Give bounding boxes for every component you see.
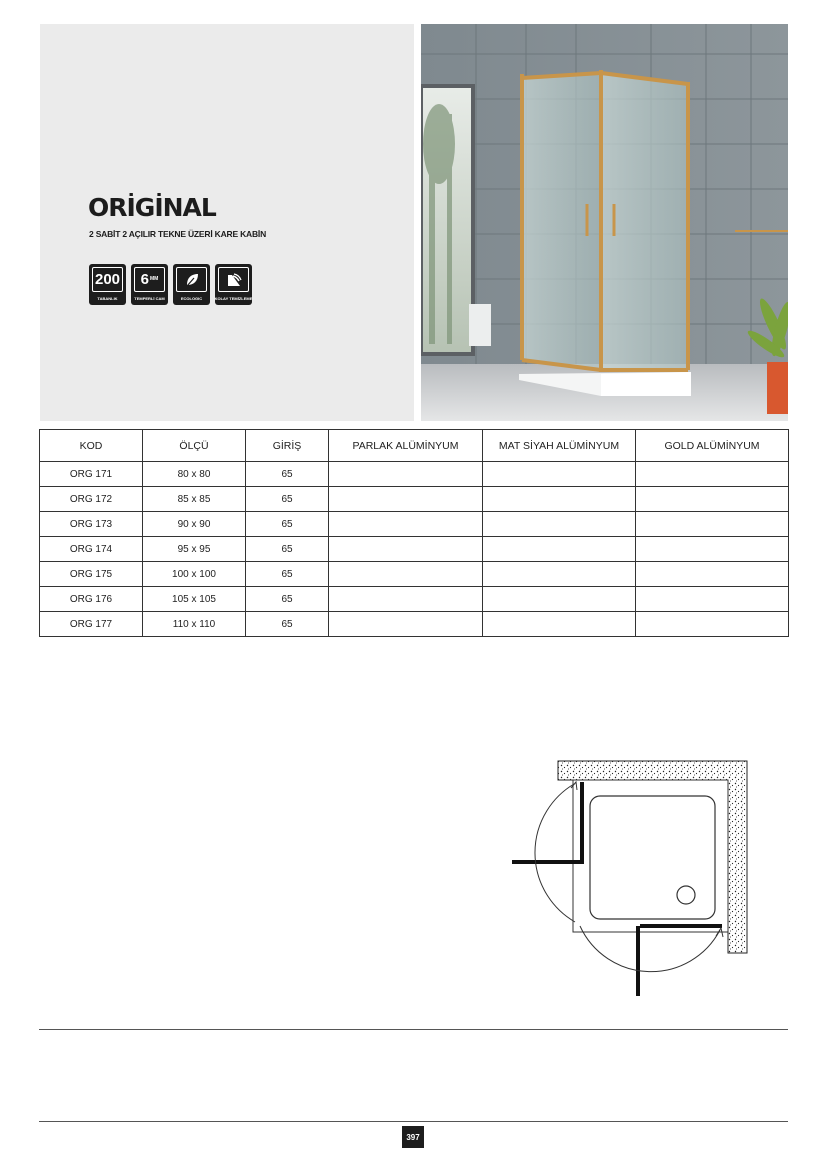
cell-mat-siyah: [483, 512, 636, 537]
cell-giris: 65: [246, 512, 329, 537]
header-mat-siyah: MAT SİYAH ALÜMİNYUM: [483, 430, 636, 462]
table-row: [40, 612, 789, 637]
cell-gold: [636, 612, 789, 637]
header-gold: GOLD ALÜMİNYUM: [636, 430, 789, 462]
badge-glass: 6 MM TEMPERLİ CAM: [131, 264, 168, 305]
cell-kod: ORG 176: [40, 587, 143, 612]
cell-olcu: 110 x 110: [143, 612, 246, 637]
header-parlak: PARLAK ALÜMİNYUM: [329, 430, 483, 462]
cell-olcu: 100 x 100: [143, 562, 246, 587]
cell-parlak: [329, 562, 483, 587]
cell-gold: [636, 537, 789, 562]
cell-giris: 65: [246, 612, 329, 637]
cell-mat-siyah: [483, 562, 636, 587]
table-row: [40, 487, 789, 512]
feature-badges: [89, 264, 252, 305]
separator-line: [39, 1029, 788, 1030]
cell-gold: [636, 587, 789, 612]
product-subtitle: 2 SABİT 2 AÇILIR TEKNE ÜZERİ KARE KABİN: [89, 229, 267, 239]
cell-mat-siyah: [483, 612, 636, 637]
cell-giris: 65: [246, 587, 329, 612]
badge-tray: 200 TABANLIK: [89, 264, 126, 305]
cell-parlak: [329, 487, 483, 512]
cell-kod: ORG 172: [40, 487, 143, 512]
200-number-icon: 200: [92, 267, 123, 292]
hygiene-icon: [218, 267, 249, 292]
header-olcu: ÖLÇÜ: [143, 430, 246, 462]
cell-kod: ORG 174: [40, 537, 143, 562]
badge-hygiene: KOLAY TEMİZLEME: [215, 264, 252, 305]
top-view-diagram: [500, 758, 755, 998]
cell-gold: [636, 462, 789, 487]
cell-giris: 65: [246, 562, 329, 587]
cell-giris: 65: [246, 537, 329, 562]
cell-olcu: 80 x 80: [143, 462, 246, 487]
cell-gold: [636, 487, 789, 512]
cell-mat-siyah: [483, 487, 636, 512]
cell-parlak: [329, 587, 483, 612]
table-row: [40, 512, 789, 537]
cell-gold: [636, 562, 789, 587]
cell-parlak: [329, 512, 483, 537]
cell-olcu: 85 x 85: [143, 487, 246, 512]
cell-olcu: 90 x 90: [143, 512, 246, 537]
cell-kod: ORG 171: [40, 462, 143, 487]
cell-kod: ORG 177: [40, 612, 143, 637]
table-header-row: [40, 430, 789, 462]
cell-mat-siyah: [483, 587, 636, 612]
cell-parlak: [329, 612, 483, 637]
badge-eco: ECOLOGIC: [173, 264, 210, 305]
table-row: [40, 537, 789, 562]
page-number: 397: [402, 1126, 424, 1148]
product-name: ORİGİNAL: [88, 193, 216, 222]
eco-leaf-icon: [176, 267, 207, 292]
cell-parlak: [329, 462, 483, 487]
cell-olcu: 105 x 105: [143, 587, 246, 612]
cell-kod: ORG 173: [40, 512, 143, 537]
table-row: [40, 462, 789, 487]
cell-kod: ORG 175: [40, 562, 143, 587]
table-row: [40, 587, 789, 612]
product-photo: [421, 24, 788, 421]
spec-table: [39, 429, 789, 637]
hero-title-panel: [40, 24, 414, 421]
header-giris: GİRİŞ: [246, 430, 329, 462]
cell-giris: 65: [246, 487, 329, 512]
cell-mat-siyah: [483, 537, 636, 562]
cell-parlak: [329, 537, 483, 562]
footer-line: [39, 1121, 788, 1122]
cell-giris: 65: [246, 462, 329, 487]
cell-olcu: 95 x 95: [143, 537, 246, 562]
header-kod: KOD: [40, 430, 143, 462]
table-row: [40, 562, 789, 587]
6mm-glass-icon: 6 MM: [134, 267, 165, 292]
cell-gold: [636, 512, 789, 537]
cell-mat-siyah: [483, 462, 636, 487]
